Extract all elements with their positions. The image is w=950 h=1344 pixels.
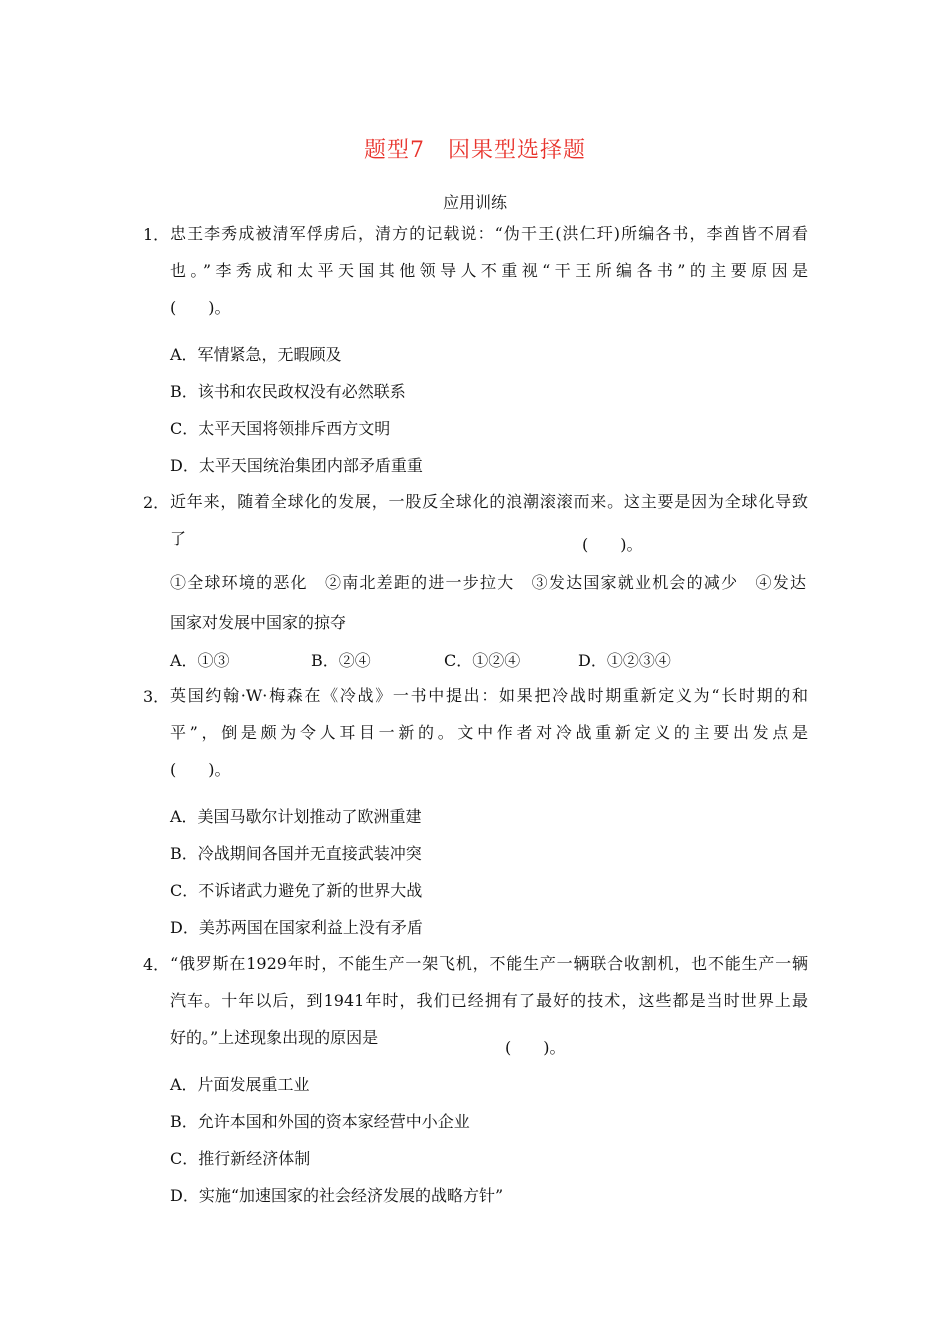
section-subtitle: 应用训练 <box>442 193 507 212</box>
option-a: A．军情紧急，无暇顾及 <box>170 345 342 364</box>
question-text-line: 汽车。十年以后，到1941年时，我们已经拥有了最好的技术，这些都是当时世界上最 <box>170 991 808 1010</box>
question-text-line: “俄罗斯在1929年时，不能生产一架飞机，不能生产一辆联合收割机，也不能生产一辆 <box>170 954 808 973</box>
question-2 <box>143 483 808 557</box>
option-b: B．冷战期间各国并无直接武装冲突 <box>170 844 422 863</box>
question-3 <box>143 677 808 788</box>
question-1 <box>143 215 808 326</box>
question-text-line: 忠王李秀成被清军俘虏后，清方的记载说：“伪干王(洪仁玕)所编各书，李酋皆不屑看 <box>170 224 808 243</box>
page-title: 题型7 因果型选择题 <box>364 138 586 163</box>
question-text-line: 也。”李秀成和太平天国其他领导人不重视“干王所编各书”的主要原因是 <box>170 261 808 280</box>
option-d: D．①②③④ <box>578 651 671 670</box>
question-number: 3． <box>143 687 170 706</box>
question-text-line: 了 <box>170 529 187 548</box>
statement-line: ①全球环境的恶化 ②南北差距的进一步拉大 ③发达国家就业机会的减少 ④发达 <box>170 573 806 592</box>
option-a: A．①③ <box>170 651 230 670</box>
option-b: B．②④ <box>311 651 371 670</box>
option-d: D．实施“加速国家的社会经济发展的战略方针” <box>170 1186 504 1205</box>
answer-blank: ( )。 <box>170 760 231 779</box>
option-c: C．不诉诸武力避免了新的世界大战 <box>170 881 423 900</box>
question-number: 4． <box>143 955 170 974</box>
option-c: C．太平天国将领排斥西方文明 <box>170 419 391 438</box>
option-a: A．片面发展重工业 <box>170 1075 310 1094</box>
question-text-line: 平”，倒是颇为令人耳目一新的。文中作者对冷战重新定义的主要出发点是 <box>170 723 808 742</box>
option-a: A．美国马歇尔计划推动了欧洲重建 <box>170 807 422 826</box>
option-b: B．允许本国和外国的资本家经营中小企业 <box>170 1112 470 1131</box>
question-4 <box>143 945 808 1056</box>
option-c: C．①②④ <box>444 651 521 670</box>
question-number: 1． <box>143 225 170 244</box>
question-text-line: 好的。”上述现象出现的原因是 <box>170 1028 379 1047</box>
answer-blank: ( )。 <box>582 535 643 554</box>
answer-blank: ( )。 <box>170 298 231 317</box>
question-text-line: 近年来，随着全球化的发展，一股反全球化的浪潮滚滚而来。这主要是因为全球化导致 <box>170 492 808 511</box>
option-d: D．太平天国统治集团内部矛盾重重 <box>170 456 423 475</box>
answer-blank: ( )。 <box>505 1038 566 1057</box>
option-b: B．该书和农民政权没有必然联系 <box>170 382 406 401</box>
question-text-line: 英国约翰·W·梅森在《冷战》一书中提出：如果把冷战时期重新定义为“长时期的和 <box>170 686 808 705</box>
option-c: C．推行新经济体制 <box>170 1149 311 1168</box>
option-d: D．美苏两国在国家利益上没有矛盾 <box>170 918 423 937</box>
statement-line: 国家对发展中国家的掠夺 <box>170 613 347 632</box>
question-number: 2． <box>143 493 170 512</box>
